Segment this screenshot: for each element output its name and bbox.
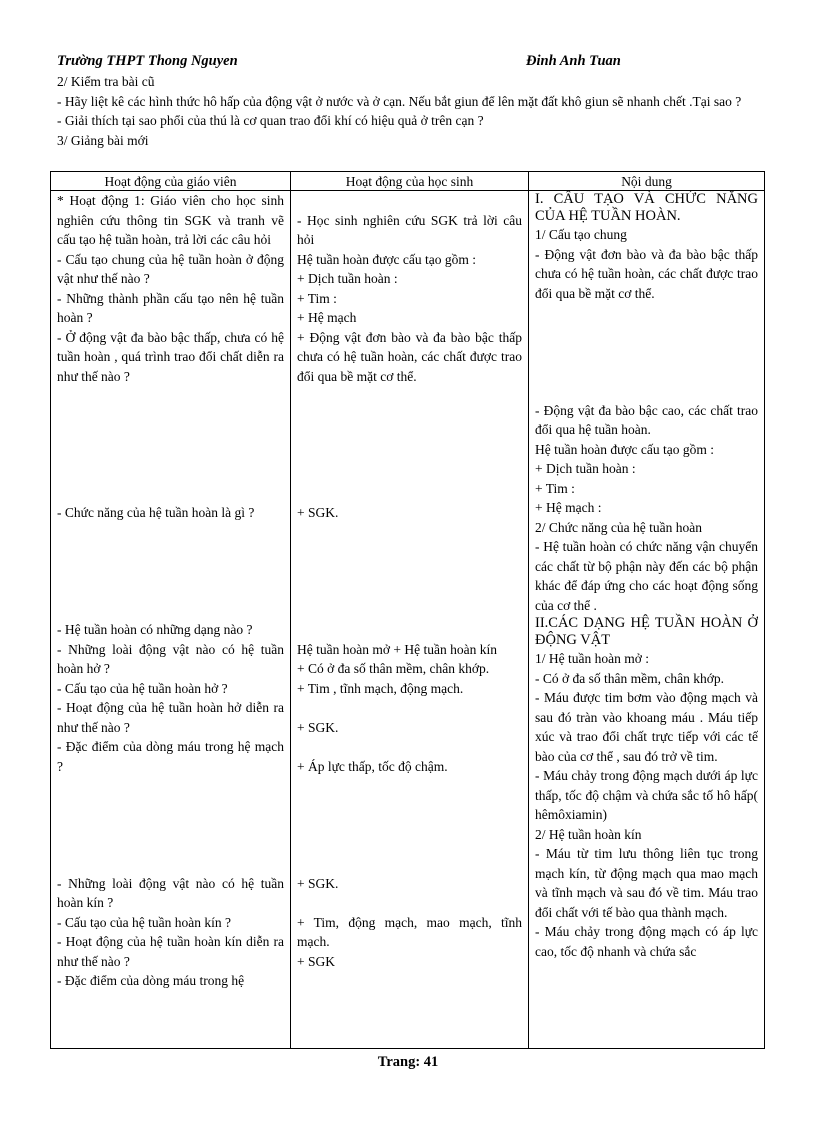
teacher-activity-intro: * Hoạt động 1: Giáo viên cho học sinh nghiên cứu thông tin SGK và tranh vẽ cấu tạo hệ tuần hoàn, trả lời các câu hỏi	[57, 193, 284, 247]
content-text: + Hệ mạch :	[535, 500, 602, 515]
section-heading-2: II.CÁC DẠNG HỆ TUẦN HOÀN Ở ĐỘNG VẬT	[535, 615, 758, 648]
content-text: - Có ở đa số thân mềm, chân khớp.	[535, 670, 724, 686]
student-answer: + SGK.	[297, 719, 339, 735]
content-text: Hệ tuần hoàn được cấu tạo gồm :	[535, 441, 715, 457]
content-subheading: 1/ Cấu tạo chung	[535, 227, 627, 242]
student-column	[291, 191, 529, 1049]
intro-heading-review: 2/ Kiểm tra bài cũ	[57, 74, 155, 89]
student-answer: Hệ tuần hoàn mở + Hệ tuần hoàn kín	[297, 641, 497, 657]
content-subheading: 2/ Chức năng của hệ tuần hoàn	[535, 519, 703, 535]
teacher-question: - Hệ tuần hoàn có những dạng nào ?	[57, 622, 253, 637]
section-heading-1: I. CẤU TẠO VÀ CHỨC NĂNG CỦA HỆ TUẦN HOÀN.	[535, 191, 758, 224]
content-text: - Máu được tim bơm vào động mạch và sau đó tràn vào khoang máu . Máu tiếp xúc và trao đổi chất trực tiếp với các tế bào của cơ thể , sau đó trở về tim.	[535, 690, 758, 764]
content-subheading: 1/ Hệ tuần hoàn mở :	[535, 651, 649, 666]
content-column	[529, 191, 765, 1049]
intro-question-2: - Giải thích tại sao phổi của thú là cơ quan trao đổi khí có hiệu quả ở trên cạn ?	[57, 113, 484, 128]
intro-section	[57, 72, 762, 150]
student-answer: + Tim , tĩnh mạch, động mạch.	[297, 680, 464, 696]
intro-heading-new-lesson: 3/ Giảng bài mới	[57, 132, 149, 148]
content-text: - Máu chảy trong động mạch dưới áp lực thấp, tốc độ chậm và chứa sắc tố hô hấp( hêmôxiamin)	[535, 768, 758, 822]
page-number: Trang: 41	[377, 1054, 439, 1070]
student-answer: + Tim, động mạch, mao mạch, tĩnh mạch.	[297, 914, 522, 949]
teacher-question: - Cấu tạo chung của hệ tuần hoàn ở động vật như thế nào ?	[57, 251, 284, 286]
teacher-question: - Cấu tạo của hệ tuần hoàn kín ?	[57, 914, 231, 930]
student-answer: + Động vật đơn bào và đa bào bậc thấp chưa có hệ tuần hoàn, các chất được trao đổi qua bề mặt cơ thể.	[297, 329, 522, 384]
teacher-question: - Đặc điểm của dòng máu trong hệ mạch ?	[57, 739, 284, 774]
header-content: Nội dung	[529, 172, 765, 191]
teacher-question: - Những loài động vật nào có hệ tuần hoàn kín ?	[57, 875, 284, 910]
student-answer: + SGK.	[297, 505, 339, 520]
student-answer: - Học sinh nghiên cứu SGK trả lời câu hỏi	[297, 212, 522, 247]
student-answer: + Có ở đa số thân mềm, chân khớp.	[297, 661, 490, 676]
teacher-question: - Hoạt động của hệ tuần hoàn kín diễn ra như thế nào ?	[57, 934, 284, 969]
table-row	[51, 191, 765, 1049]
student-answer: Hệ tuần hoàn được cấu tạo gồm :	[297, 251, 477, 267]
header-teacher: Hoạt động của giáo viên	[51, 172, 291, 191]
content-text: - Máu chảy trong động mạch có áp lực cao, tốc độ nhanh và chứa sắc	[535, 924, 758, 959]
teacher-question: - Ở động vật đa bào bậc thấp, chưa có hệ tuần hoàn , quá trình trao đổi chất diễn ra như thế nào ?	[57, 329, 284, 384]
table-header-row	[51, 172, 765, 191]
content-subheading: 2/ Hệ tuần hoàn kín	[535, 826, 642, 842]
intro-question-1: - Hãy liệt kê các hình thức hô hấp của động vật ở nước và ở cạn. Nếu bắt giun để lên mặt đất khô giun sẽ nhanh chết .Tại sao ?	[57, 93, 742, 109]
teacher-question: - Những thành phần cấu tạo nên hệ tuần hoàn ?	[57, 290, 284, 325]
teacher-question: - Đặc điểm của dòng máu trong hệ	[57, 973, 245, 988]
student-answer: + Áp lực thấp, tốc độ chậm.	[297, 758, 448, 774]
content-text: - Hệ tuần hoàn có chức năng vận chuyển các chất từ bộ phận này đến các bộ phận khác để đáp ứng cho các hoạt động sống của cơ thể .	[535, 539, 758, 613]
student-answer: + SGK.	[297, 875, 339, 891]
student-answer: + Dịch tuần hoàn :	[297, 271, 398, 286]
content-text: - Động vật đơn bào và đa bào bậc thấp chưa có hệ tuần hoàn, các chất được trao đổi qua bề mặt cơ thể.	[535, 246, 758, 301]
header-student: Hoạt động của học sinh	[291, 172, 529, 191]
content-text: - Máu từ tim lưu thông liên tục trong mạch kín, từ động mạch qua mao mạch và tĩnh mạch và sau đó về tim. Máu trao đổi chất với tế bào qua thành mạch.	[535, 846, 758, 920]
lesson-table	[50, 171, 765, 1049]
teacher-question: - Cấu tạo của hệ tuần hoàn hở ?	[57, 680, 228, 696]
content-text: + Tim :	[535, 480, 575, 496]
teacher-question: - Những loài động vật nào có hệ tuần hoàn hở ?	[57, 641, 284, 676]
teacher-column	[51, 191, 291, 1049]
teacher-question: - Hoạt động của hệ tuần hoàn hở diễn ra như thế nào ?	[57, 700, 284, 735]
student-answer: + Hệ mạch	[297, 310, 357, 325]
teacher-name: Đinh Anh Tuan	[526, 53, 621, 69]
school-name: Trường THPT Thong Nguyen	[57, 53, 238, 69]
student-answer: + SGK	[297, 953, 335, 969]
content-text: - Động vật đa bào bậc cao, các chất trao đổi qua hệ tuần hoàn.	[535, 402, 758, 437]
student-answer: + Tim :	[297, 290, 337, 306]
teacher-question: - Chức năng của hệ tuần hoàn là gì ?	[57, 505, 255, 520]
content-text: + Dịch tuần hoàn :	[535, 461, 636, 476]
